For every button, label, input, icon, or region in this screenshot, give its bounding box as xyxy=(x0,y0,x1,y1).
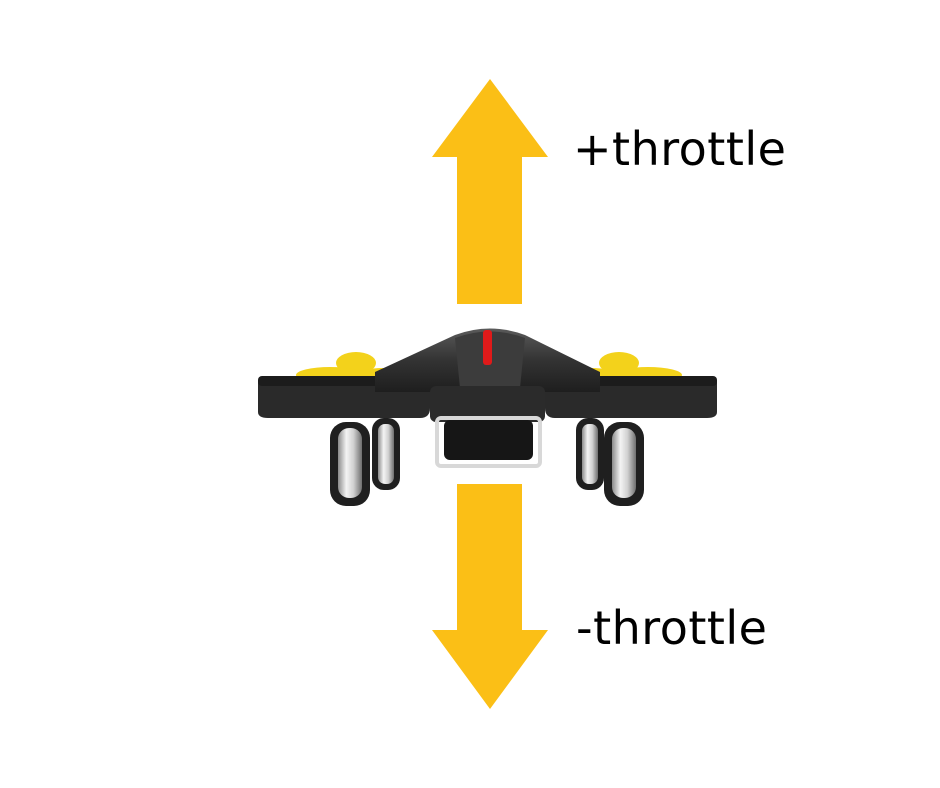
drone-icon xyxy=(258,329,717,507)
arrow-up-icon xyxy=(432,79,548,304)
throttle-up-label: +throttle xyxy=(573,122,787,176)
arrow-down-icon xyxy=(432,484,548,709)
throttle-down-label: -throttle xyxy=(576,601,768,655)
